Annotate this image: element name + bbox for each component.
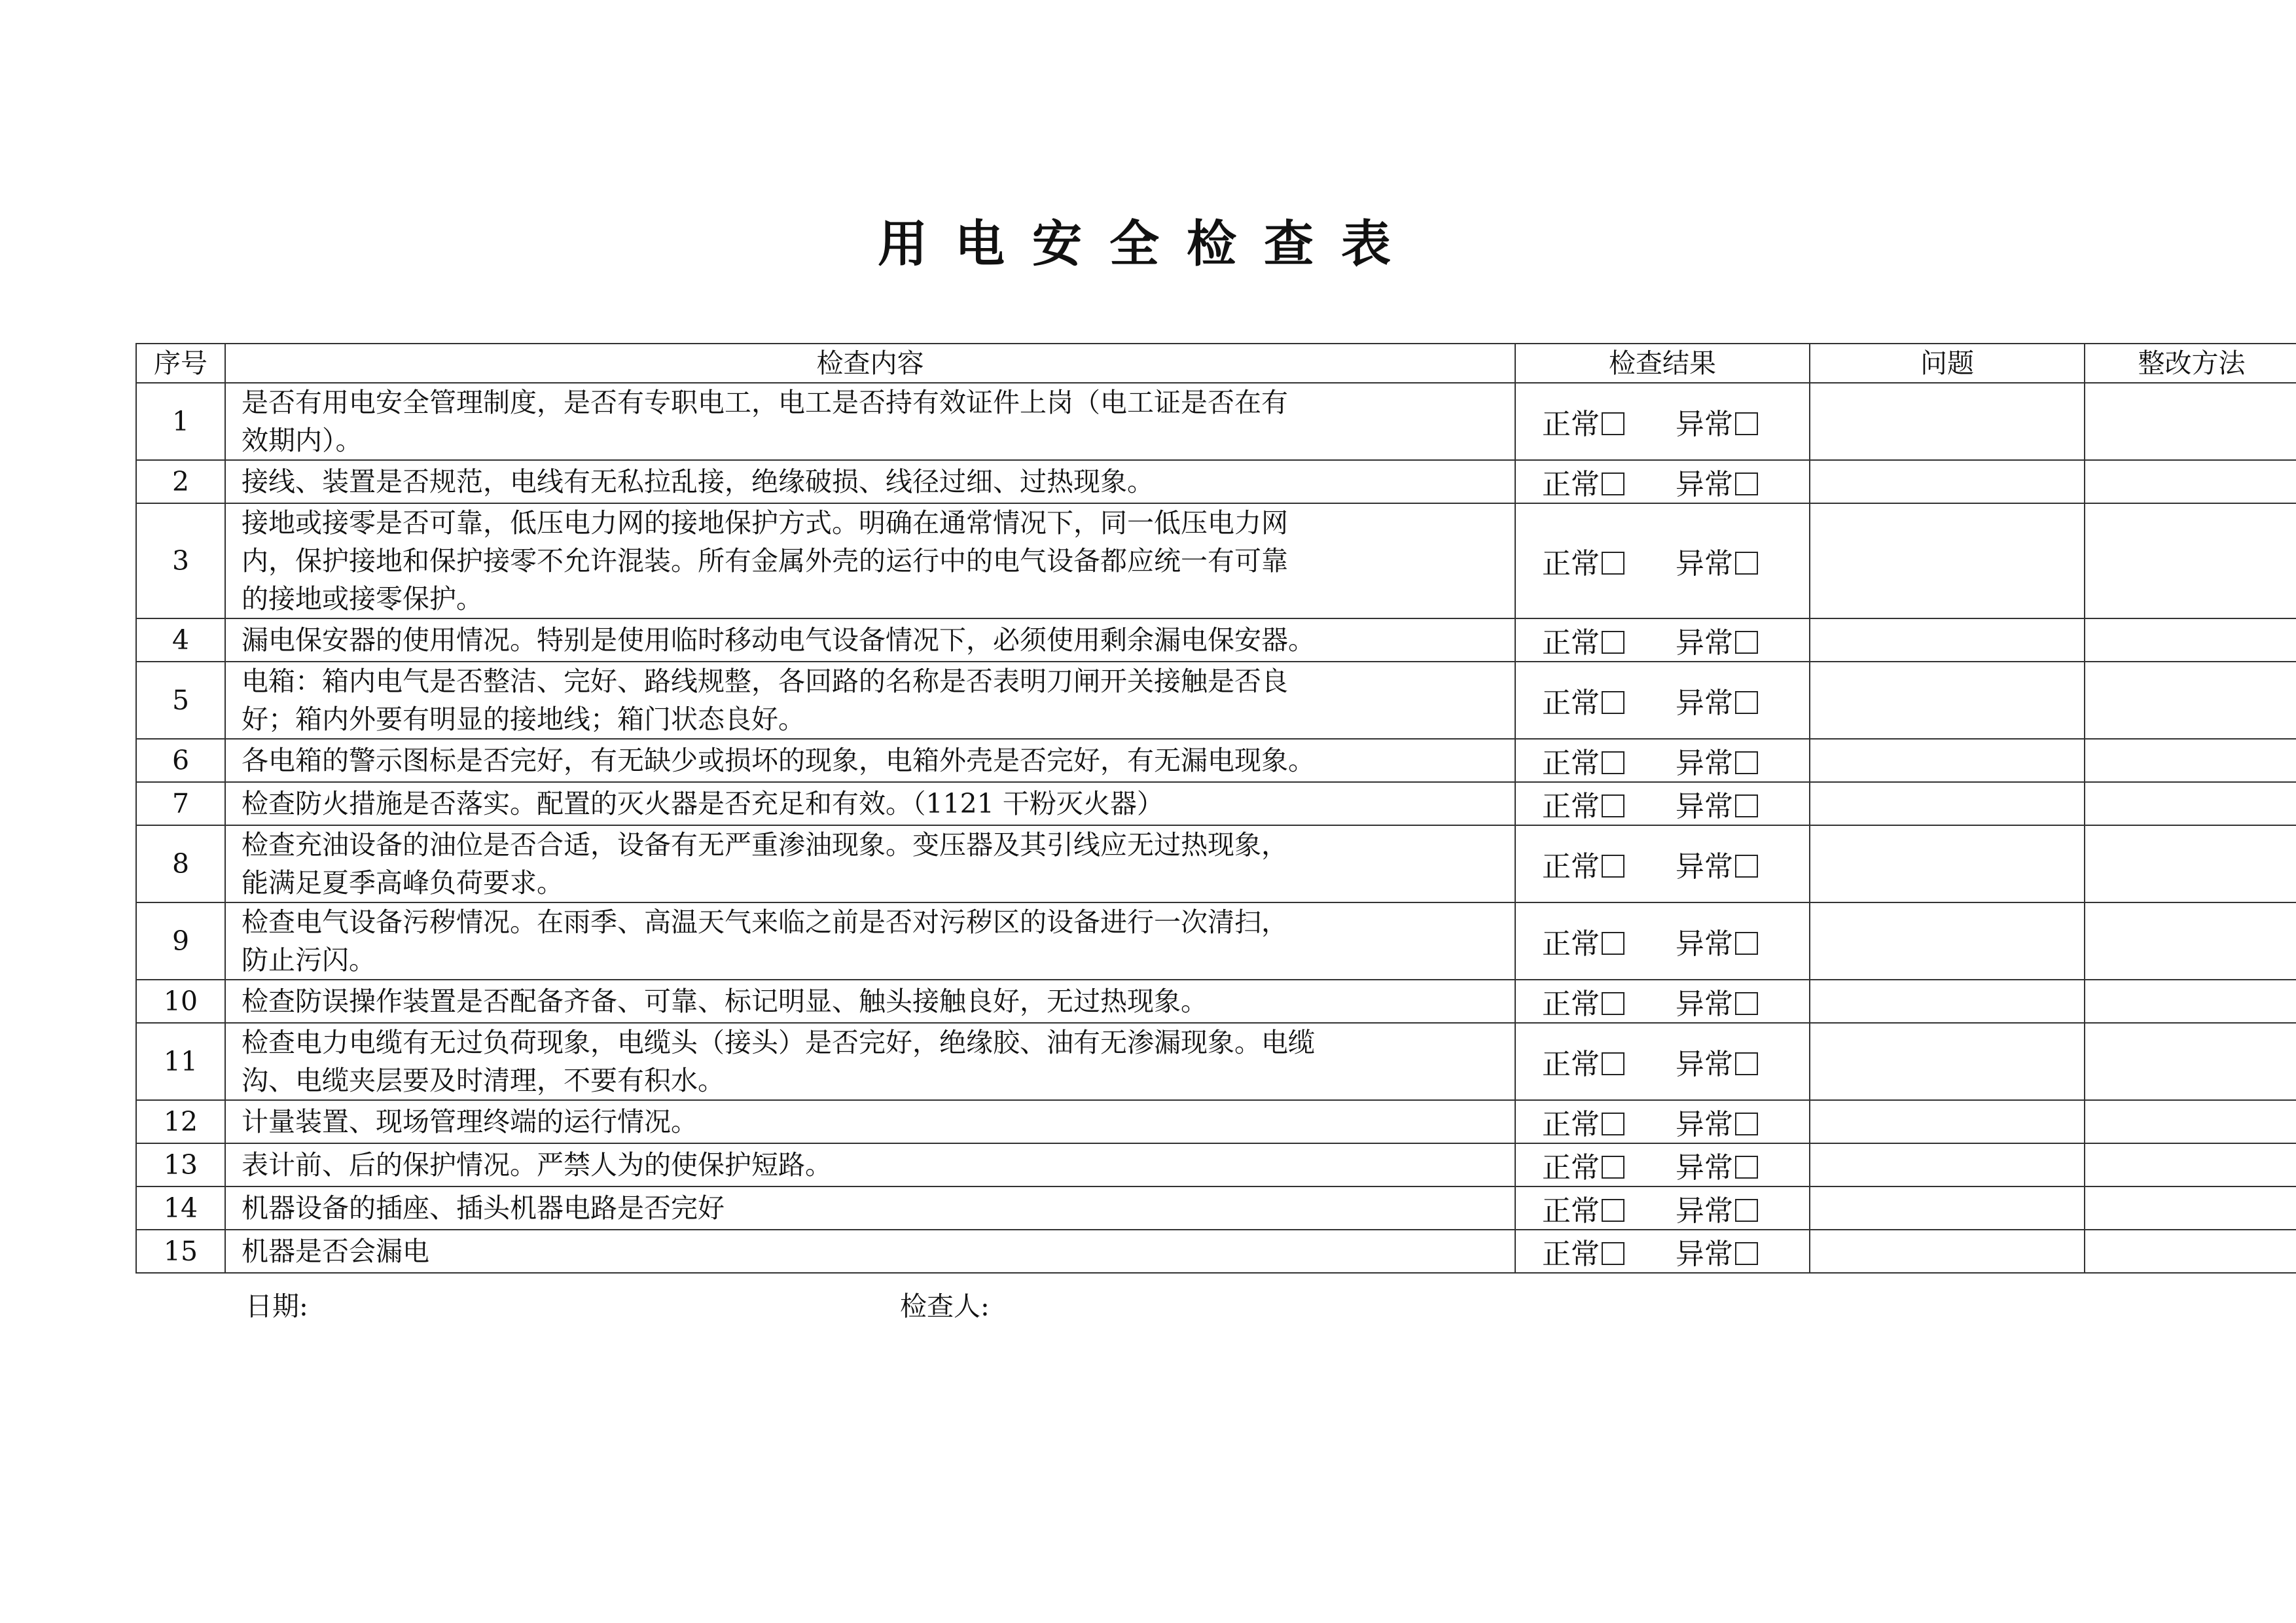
header-no: 序号: [136, 344, 225, 383]
check-result: [1515, 825, 1810, 902]
result-normal-label: 正常: [1542, 626, 1600, 660]
result-normal-checkbox[interactable]: [1602, 855, 1624, 878]
result-abnormal-checkbox[interactable]: [1735, 552, 1758, 575]
result-normal-label: 正常: [1542, 468, 1600, 501]
check-result: [1515, 1023, 1810, 1100]
problem-cell[interactable]: [1810, 1186, 2085, 1230]
check-result: [1515, 503, 1810, 618]
result-abnormal-label: 异常: [1676, 547, 1733, 580]
check-content: [225, 1100, 1515, 1143]
result-normal-checkbox[interactable]: [1602, 473, 1624, 495]
check-result: [1515, 1143, 1810, 1186]
check-result: [1515, 662, 1810, 739]
check-content-line: 沟、电缆夹层要及时清理，不要有积水。: [242, 1065, 725, 1096]
check-result: [1515, 739, 1810, 782]
table-row: [136, 1230, 2296, 1273]
problem-cell[interactable]: [1810, 825, 2085, 902]
problem-cell[interactable]: [1810, 1143, 2085, 1186]
row-number: 11: [136, 1023, 225, 1100]
check-content-line: 防止污闪。: [242, 944, 376, 976]
problem-cell[interactable]: [1810, 1230, 2085, 1273]
check-result: [1515, 782, 1810, 825]
check-result: [1515, 1186, 1810, 1230]
table-row: [136, 980, 2296, 1023]
fix-cell[interactable]: [2085, 782, 2296, 825]
problem-cell[interactable]: [1810, 460, 2085, 503]
check-result: [1515, 1230, 1810, 1273]
problem-cell[interactable]: [1810, 980, 2085, 1023]
check-content-line: 电箱：箱内电气是否整洁、完好、路线规整，各回路的名称是否表明刀闸开关接触是否良: [242, 666, 1288, 697]
check-content-line: 各电箱的警示图标是否完好，有无缺少或损坏的现象，电箱外壳是否完好，有无漏电现象。: [242, 745, 1315, 776]
result-option-normal[interactable]: [1542, 920, 1624, 962]
result-option-normal[interactable]: [1542, 1041, 1624, 1082]
result-abnormal-label: 异常: [1676, 1238, 1733, 1271]
table-header-row: [136, 344, 2296, 383]
fix-cell[interactable]: [2085, 1100, 2296, 1143]
row-number: 10: [136, 980, 225, 1023]
check-content-line: 表计前、后的保护情况。严禁人为的使保护短路。: [242, 1149, 832, 1181]
result-normal-label: 正常: [1542, 747, 1600, 780]
fix-cell[interactable]: [2085, 618, 2296, 662]
fix-cell[interactable]: [2085, 739, 2296, 782]
result-option-abnormal[interactable]: [1676, 1101, 1758, 1143]
result-abnormal-checkbox[interactable]: [1735, 1113, 1758, 1135]
result-normal-label: 正常: [1542, 408, 1600, 441]
result-normal-checkbox[interactable]: [1602, 552, 1624, 575]
header-fix: 整改方法: [2085, 344, 2296, 383]
check-content: [225, 739, 1515, 782]
check-content-line: 检查防火措施是否落实。配置的灭火器是否充足和有效。（1121 干粉灭火器）: [242, 788, 1164, 819]
result-abnormal-label: 异常: [1676, 468, 1733, 501]
table-row: [136, 782, 2296, 825]
result-option-abnormal[interactable]: [1676, 461, 1758, 503]
result-normal-label: 正常: [1542, 988, 1600, 1021]
check-content-line: 漏电保安器的使用情况。特别是使用临时移动电气设备情况下，必须使用剩余漏电保安器。: [242, 624, 1315, 656]
date-label: 日期:: [245, 1291, 308, 1322]
check-content: [225, 782, 1515, 825]
table-row: [136, 460, 2296, 503]
row-number: 1: [136, 383, 225, 460]
check-content-line: 内，保护接地和保护接零不允许混装。所有金属外壳的运行中的电气设备都应统一有可靠: [242, 545, 1288, 577]
result-normal-checkbox[interactable]: [1602, 992, 1624, 1015]
result-normal-checkbox[interactable]: [1602, 1113, 1624, 1135]
result-normal-label: 正常: [1542, 547, 1600, 580]
result-abnormal-checkbox[interactable]: [1735, 751, 1758, 774]
result-option-normal[interactable]: [1542, 1144, 1624, 1186]
result-option-normal[interactable]: [1542, 619, 1624, 661]
check-content-line: 的接地或接零保护。: [242, 583, 483, 615]
row-number: 6: [136, 739, 225, 782]
result-abnormal-label: 异常: [1676, 790, 1733, 823]
problem-cell[interactable]: [1810, 1023, 2085, 1100]
result-normal-checkbox[interactable]: [1602, 794, 1624, 817]
table-row: [136, 662, 2296, 739]
check-content-line: 好；箱内外要有明显的接地线；箱门状态良好。: [242, 704, 805, 735]
result-normal-label: 正常: [1542, 1238, 1600, 1271]
check-result: [1515, 383, 1810, 460]
problem-cell[interactable]: [1810, 739, 2085, 782]
result-option-normal[interactable]: [1542, 540, 1624, 582]
result-abnormal-label: 异常: [1676, 687, 1733, 720]
result-option-normal[interactable]: [1542, 1187, 1624, 1229]
result-normal-checkbox[interactable]: [1602, 932, 1624, 955]
result-abnormal-label: 异常: [1676, 747, 1733, 780]
result-normal-label: 正常: [1542, 1194, 1600, 1228]
fix-cell[interactable]: [2085, 1023, 2296, 1100]
header-content: 检查内容: [225, 344, 1515, 383]
check-content: [225, 1143, 1515, 1186]
row-number: 3: [136, 503, 225, 618]
fix-cell[interactable]: [2085, 383, 2296, 460]
result-abnormal-label: 异常: [1676, 1151, 1733, 1185]
result-abnormal-checkbox[interactable]: [1735, 1052, 1758, 1075]
table-row: [136, 739, 2296, 782]
table-row: [136, 618, 2296, 662]
check-content-line: 效期内）。: [242, 425, 363, 456]
result-abnormal-checkbox[interactable]: [1735, 412, 1758, 435]
result-abnormal-checkbox[interactable]: [1735, 473, 1758, 495]
check-content-line: 是否有用电安全管理制度，是否有专职电工，电工是否持有效证件上岗（电工证是否在有: [242, 387, 1288, 418]
fix-cell[interactable]: [2085, 1230, 2296, 1273]
result-abnormal-label: 异常: [1676, 988, 1733, 1021]
header-result: 检查结果: [1515, 344, 1810, 383]
result-abnormal-label: 异常: [1676, 927, 1733, 961]
result-option-abnormal[interactable]: [1676, 1230, 1758, 1272]
result-abnormal-checkbox[interactable]: [1735, 1242, 1758, 1265]
problem-cell[interactable]: [1810, 618, 2085, 662]
fix-cell[interactable]: [2085, 980, 2296, 1023]
row-number: 13: [136, 1143, 225, 1186]
row-number: 14: [136, 1186, 225, 1230]
row-number: 2: [136, 460, 225, 503]
result-abnormal-label: 异常: [1676, 1108, 1733, 1141]
fix-cell[interactable]: [2085, 503, 2296, 618]
check-content-line: 计量装置、现场管理终端的运行情况。: [242, 1106, 698, 1137]
check-content: [225, 503, 1515, 618]
table-row: [136, 1100, 2296, 1143]
result-option-abnormal[interactable]: [1676, 1144, 1758, 1186]
check-content-line: 接地或接零是否可靠，低压电力网的接地保护方式。明确在通常情况下，同一低压电力网: [242, 507, 1288, 539]
check-result: [1515, 980, 1810, 1023]
header-problem: 问题: [1810, 344, 2085, 383]
check-content: [225, 460, 1515, 503]
fix-cell[interactable]: [2085, 1143, 2296, 1186]
result-option-abnormal[interactable]: [1676, 619, 1758, 661]
check-content: [225, 1230, 1515, 1273]
result-normal-checkbox[interactable]: [1602, 751, 1624, 774]
check-result: [1515, 1100, 1810, 1143]
fix-cell[interactable]: [2085, 662, 2296, 739]
row-number: 5: [136, 662, 225, 739]
result-option-abnormal[interactable]: [1676, 679, 1758, 721]
row-number: 15: [136, 1230, 225, 1273]
result-option-normal[interactable]: [1542, 1101, 1624, 1143]
row-number: 9: [136, 902, 225, 980]
result-abnormal-label: 异常: [1676, 850, 1733, 883]
result-abnormal-checkbox[interactable]: [1735, 932, 1758, 955]
result-option-abnormal[interactable]: [1676, 740, 1758, 781]
result-option-abnormal[interactable]: [1676, 401, 1758, 442]
result-normal-checkbox[interactable]: [1602, 631, 1624, 654]
row-number: 8: [136, 825, 225, 902]
result-abnormal-label: 异常: [1676, 408, 1733, 441]
check-content: [225, 1023, 1515, 1100]
result-option-normal[interactable]: [1542, 401, 1624, 442]
check-content: [225, 383, 1515, 460]
check-content: [225, 1186, 1515, 1230]
table-row: [136, 503, 2296, 618]
fix-cell[interactable]: [2085, 1186, 2296, 1230]
result-normal-checkbox[interactable]: [1602, 1052, 1624, 1075]
table-row: [136, 1023, 2296, 1100]
result-option-normal[interactable]: [1542, 783, 1624, 825]
result-option-abnormal[interactable]: [1676, 980, 1758, 1022]
result-option-abnormal[interactable]: [1676, 1187, 1758, 1229]
result-abnormal-checkbox[interactable]: [1735, 1199, 1758, 1222]
result-normal-checkbox[interactable]: [1602, 1199, 1624, 1222]
check-content-line: 机器设备的插座、插头机器电路是否完好: [242, 1192, 725, 1224]
result-abnormal-checkbox[interactable]: [1735, 631, 1758, 654]
result-abnormal-checkbox[interactable]: [1735, 1156, 1758, 1179]
result-normal-checkbox[interactable]: [1602, 1156, 1624, 1179]
problem-cell[interactable]: [1810, 1100, 2085, 1143]
table-row: [136, 902, 2296, 980]
result-normal-label: 正常: [1542, 1108, 1600, 1141]
result-option-normal[interactable]: [1542, 740, 1624, 781]
problem-cell[interactable]: [1810, 662, 2085, 739]
result-abnormal-checkbox[interactable]: [1735, 992, 1758, 1015]
table-row: [136, 383, 2296, 460]
result-abnormal-checkbox[interactable]: [1735, 691, 1758, 714]
result-option-abnormal[interactable]: [1676, 920, 1758, 962]
check-content: [225, 825, 1515, 902]
problem-cell[interactable]: [1810, 383, 2085, 460]
result-abnormal-label: 异常: [1676, 1048, 1733, 1081]
problem-cell[interactable]: [1810, 782, 2085, 825]
result-option-normal[interactable]: [1542, 980, 1624, 1022]
result-option-normal[interactable]: [1542, 843, 1624, 885]
table-row: [136, 825, 2296, 902]
result-normal-checkbox[interactable]: [1602, 412, 1624, 435]
inspector-label: 检查人:: [900, 1291, 990, 1322]
check-content-line: 检查电力电缆有无过负荷现象，电缆头（接头）是否完好，绝缘胶、油有无渗漏现象。电缆: [242, 1027, 1315, 1058]
result-normal-label: 正常: [1542, 1151, 1600, 1185]
result-abnormal-label: 异常: [1676, 626, 1733, 660]
fix-cell[interactable]: [2085, 902, 2296, 980]
result-option-normal[interactable]: [1542, 679, 1624, 721]
table-row: [136, 1186, 2296, 1230]
check-content-line: 检查充油设备的油位是否合适，设备有无严重渗油现象。变压器及其引线应无过热现象，: [242, 829, 1288, 861]
result-normal-checkbox[interactable]: [1602, 1242, 1624, 1265]
check-content: [225, 980, 1515, 1023]
check-content-line: 接线、装置是否规范，电线有无私拉乱接，绝缘破损、线径过细、过热现象。: [242, 466, 1154, 497]
row-number: 7: [136, 782, 225, 825]
result-normal-label: 正常: [1542, 1048, 1600, 1081]
result-normal-label: 正常: [1542, 927, 1600, 961]
fix-cell[interactable]: [2085, 460, 2296, 503]
result-option-normal[interactable]: [1542, 1230, 1624, 1272]
result-normal-label: 正常: [1542, 850, 1600, 883]
result-normal-label: 正常: [1542, 687, 1600, 720]
fix-cell[interactable]: [2085, 825, 2296, 902]
check-content: [225, 902, 1515, 980]
check-result: [1515, 902, 1810, 980]
row-number: 12: [136, 1100, 225, 1143]
result-option-abnormal[interactable]: [1676, 1041, 1758, 1082]
problem-cell[interactable]: [1810, 902, 2085, 980]
table-row: [136, 1143, 2296, 1186]
result-abnormal-checkbox[interactable]: [1735, 855, 1758, 878]
check-content: [225, 618, 1515, 662]
check-content-line: 检查防误操作装置是否配备齐备、可靠、标记明显、触头接触良好，无过热现象。: [242, 986, 1208, 1017]
result-normal-checkbox[interactable]: [1602, 691, 1624, 714]
check-content-line: 能满足夏季高峰负荷要求。: [242, 867, 564, 899]
inspection-table: [135, 343, 2296, 1274]
result-abnormal-label: 异常: [1676, 1194, 1733, 1228]
problem-cell[interactable]: [1810, 503, 2085, 618]
check-result: [1515, 618, 1810, 662]
row-number: 4: [136, 618, 225, 662]
result-option-normal[interactable]: [1542, 461, 1624, 503]
result-option-abnormal[interactable]: [1676, 540, 1758, 582]
page-title: 用电安全检查表: [878, 215, 1418, 273]
result-option-abnormal[interactable]: [1676, 783, 1758, 825]
result-option-abnormal[interactable]: [1676, 843, 1758, 885]
check-content-line: 机器是否会漏电: [242, 1236, 429, 1267]
check-content-line: 检查电气设备污秽情况。在雨季、高温天气来临之前是否对污秽区的设备进行一次清扫，: [242, 906, 1288, 938]
result-abnormal-checkbox[interactable]: [1735, 794, 1758, 817]
check-result: [1515, 460, 1810, 503]
check-content: [225, 662, 1515, 739]
result-normal-label: 正常: [1542, 790, 1600, 823]
